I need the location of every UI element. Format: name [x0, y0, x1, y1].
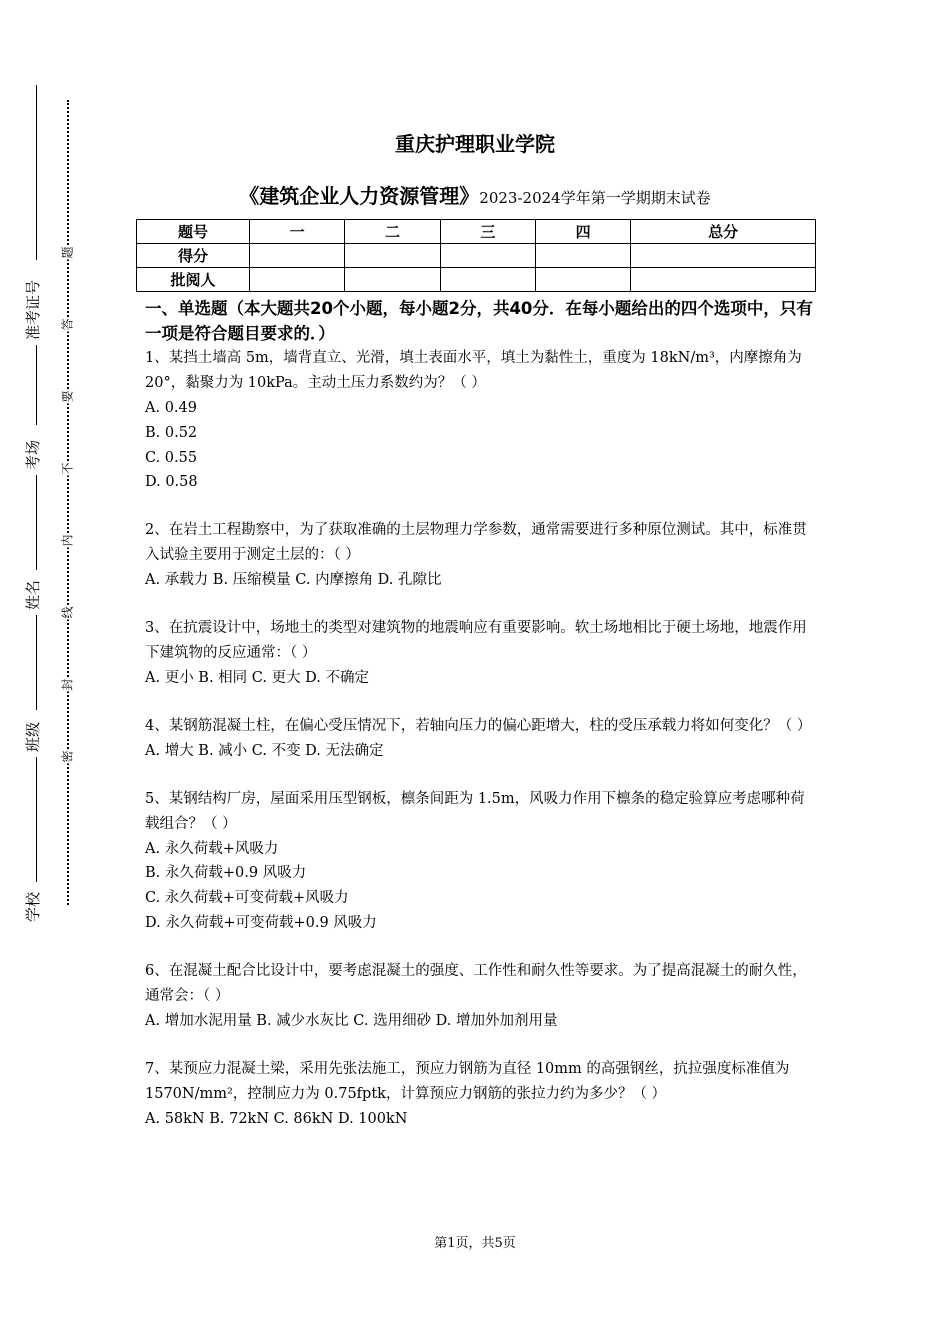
section-heading: 一、单选题（本大题共20个小题，每小题2分，共40分．在每小题给出的四个选项中，只有一项是符合题目要求的．）: [145, 299, 813, 343]
exam-title: [0, 180, 950, 209]
seal-char: 答: [60, 318, 75, 331]
question-text: 4、某钢筋混凝土柱，在偏心受压情况下，若轴向压力的偏心距增大，柱的受压承载力将如何变化？（ ）: [145, 717, 812, 734]
question-option: C. 0.55: [145, 449, 198, 466]
field-label-name: 姓名: [24, 579, 42, 610]
score-cell[interactable]: [535, 244, 630, 268]
question-option: B. 永久荷载+0.9 风吸力: [145, 865, 307, 882]
school-name: 重庆护理职业学院: [395, 132, 555, 156]
score-header-cell: 总分: [631, 220, 816, 244]
question-text: 3、在抗震设计中，场地土的类型对建筑物的地震响应有重要影响。软土场地相比于硬土场地，地震作用下建筑物的反应通常：（ ）: [145, 619, 807, 661]
score-cell[interactable]: [440, 244, 535, 268]
score-table: [136, 219, 816, 292]
question-option: D. 永久荷载+可变荷载+0.9 风吸力: [145, 914, 377, 931]
question-item: [145, 1057, 815, 1132]
field-line: [36, 85, 37, 260]
question-option: A. 0.49: [145, 400, 197, 416]
score-table-row: [137, 244, 816, 268]
question-option: C. 永久荷载+可变荷载+风吸力: [145, 890, 349, 907]
field-label-exam-number: 准考证号: [24, 279, 42, 340]
score-cell[interactable]: [250, 268, 345, 292]
seal-char: 封: [60, 678, 75, 691]
question-item: [145, 616, 815, 691]
field-label-exam-room: 考场: [24, 439, 42, 470]
score-cell[interactable]: [250, 244, 345, 268]
question-option: A. 永久荷载+风吸力: [145, 840, 279, 857]
term-label: 2023-2024学年第一学期期末试卷: [479, 189, 711, 207]
field-line: [36, 615, 37, 710]
question-list: [145, 346, 815, 1154]
seal-char: 要: [60, 390, 75, 403]
question-text: 2、在岩土工程勘察中，为了获取准确的土层物理力学参数，通常需要进行多种原位测试。其中，标准贯入试验主要用于测定土层的：（ ）: [145, 522, 807, 564]
question-option: A. 承载力 B. 压缩模量 C. 内摩擦角 D. 孔隙比: [145, 572, 442, 589]
question-option: D. 0.58: [145, 474, 198, 491]
seal-char: 内: [60, 534, 75, 547]
seal-dotted-line: [67, 100, 69, 905]
question-text: 7、某预应力混凝土梁，采用先张法施工，预应力钢筋为直径 10mm 的高强钢丝，抗拉强度标准值为 1570N/mm²，控制应力为 0.75fptk，计算预应力钢筋的张拉力约为多少？（ ）: [145, 1060, 790, 1102]
score-header-cell: 一: [250, 220, 345, 244]
score-cell[interactable]: [535, 268, 630, 292]
question-text: 6、在混凝土配合比设计中，要考虑混凝土的强度、工作性和耐久性等要求。为了提高混凝土的耐久性，通常会：（ ）: [145, 962, 807, 1004]
score-table-header-row: [137, 220, 816, 244]
seal-char: 题: [60, 246, 75, 259]
question-option: A. 增大 B. 减小 C. 不变 D. 无法确定: [145, 742, 384, 759]
score-cell[interactable]: [345, 268, 440, 292]
question-option: A. 增加水泥用量 B. 减少水灰比 C. 选用细砂 D. 增加外加剂用量: [145, 1012, 558, 1029]
score-header-cell: 二: [345, 220, 440, 244]
score-header-cell: 题号: [137, 220, 250, 244]
seal-char: 不: [60, 462, 75, 475]
question-item: [145, 346, 815, 495]
question-item: [145, 787, 815, 936]
question-text: 5、某钢结构厂房，屋面采用压型钢板，檩条间距为 1.5m，风吸力作用下檩条的稳定验算应考虑哪种荷载组合？（ ）: [145, 790, 805, 832]
question-option: A. 更小 B. 相同 C. 更大 D. 不确定: [145, 669, 370, 686]
course-title: 《建筑企业人力资源管理》: [239, 184, 480, 208]
field-line: [36, 345, 37, 425]
score-cell[interactable]: [631, 268, 816, 292]
score-row-label: 得分: [137, 244, 250, 268]
field-line: [36, 757, 37, 882]
score-cell[interactable]: [440, 268, 535, 292]
field-label-class: 班级: [24, 721, 42, 752]
field-label-school: 学校: [24, 891, 42, 922]
score-cell[interactable]: [631, 244, 816, 268]
score-header-cell: 四: [535, 220, 630, 244]
question-text: 1、某挡土墙高 5m，墙背直立、光滑，填土表面水平，填土为黏性土，重度为 18kN/m³，内摩擦角为 20°，黏聚力为 10kPa。主动土压力系数约为？（ ）: [145, 350, 802, 391]
score-header-cell: 三: [440, 220, 535, 244]
page-number: 第1页，共5页: [434, 1236, 516, 1251]
question-item: [145, 714, 815, 764]
field-line: [36, 475, 37, 570]
seal-char: 线: [60, 606, 75, 619]
question-option: A. 58kN B. 72kN C. 86kN D. 100kN: [145, 1110, 408, 1127]
seal-char: 密: [60, 750, 75, 763]
score-row-label: 批阅人: [137, 268, 250, 292]
question-option: B. 0.52: [145, 424, 198, 441]
score-table-row: [137, 268, 816, 292]
score-cell[interactable]: [345, 244, 440, 268]
question-item: [145, 518, 815, 593]
question-item: [145, 959, 815, 1034]
